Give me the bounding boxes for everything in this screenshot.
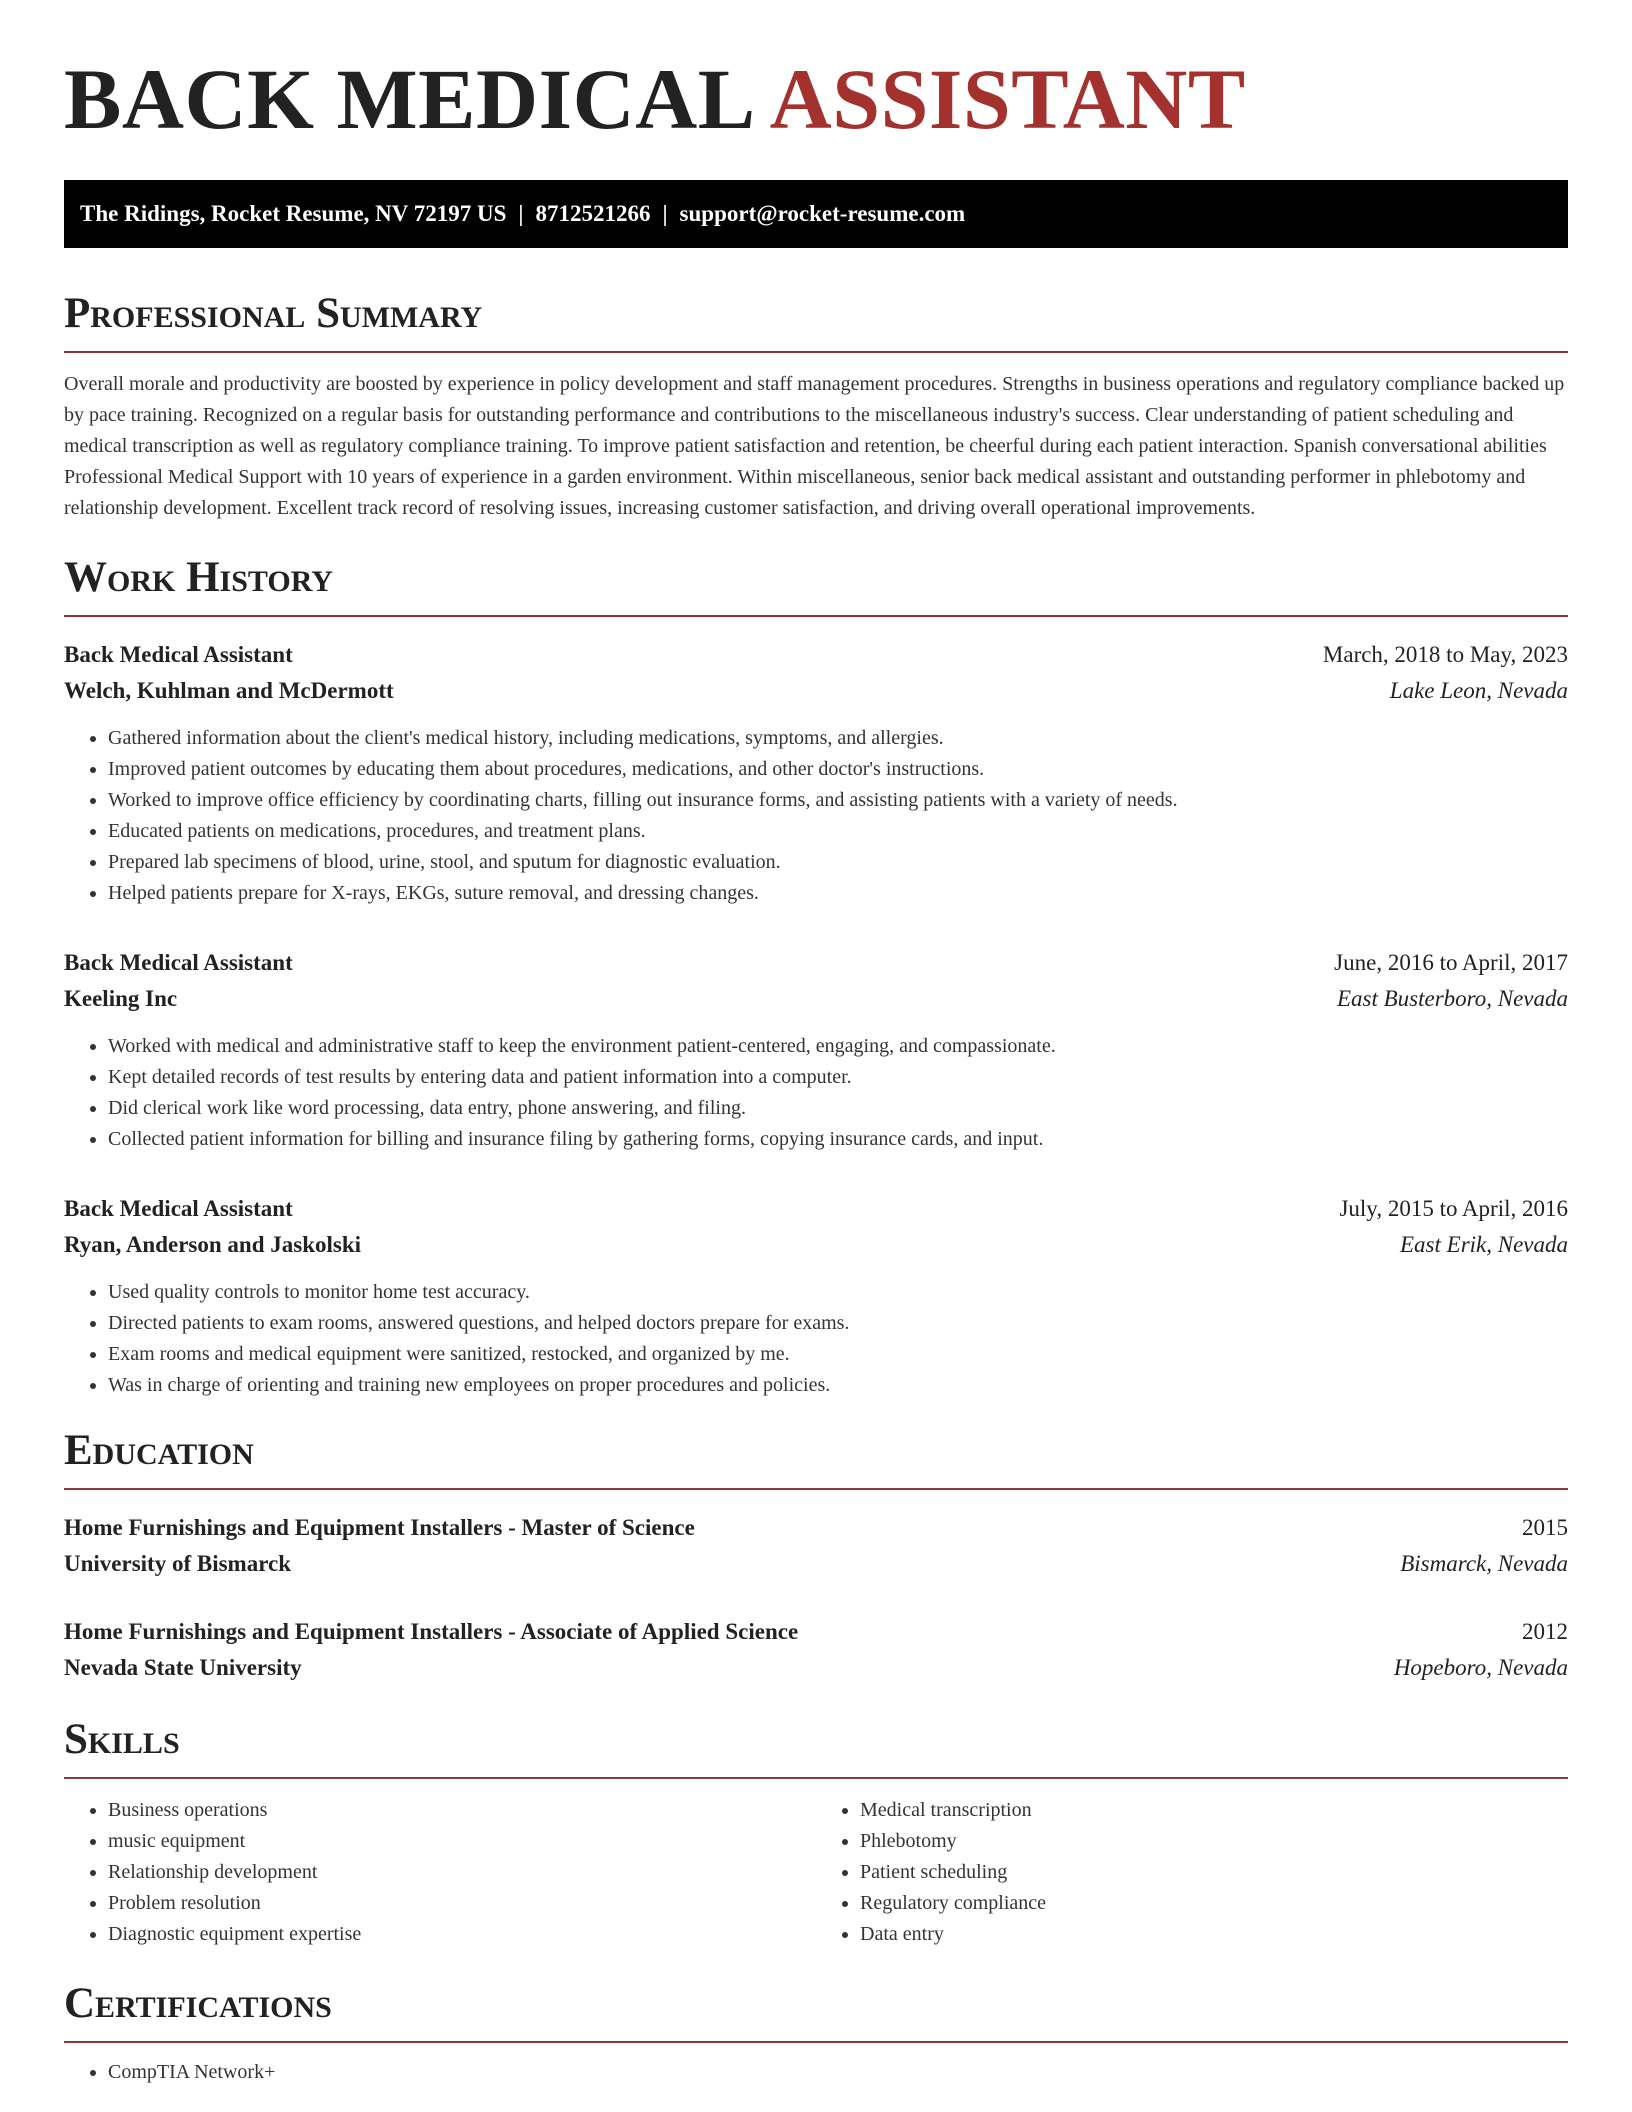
contact-phone[interactable]: 8712521266: [535, 201, 651, 226]
skill-item: • Phlebotomy: [860, 1826, 1568, 1857]
skill-item: • Business operations: [108, 1795, 816, 1826]
contact-email[interactable]: support@rocket-resume.com: [679, 201, 966, 226]
job-duty: • Gathered information about the client's medical history, including medications, symptoms, and allergies.: [108, 723, 1568, 754]
job-company: Welch, Kuhlman and McDermott: [64, 678, 394, 703]
summary-text: Overall morale and productivity are boosted by experience in policy development and staff management procedures. Strengths in business operations and regulatory compliance backed up by pace training. Recognized on a regular basis for outstanding performance and contributions to the miscellaneous industry's success. Clear understanding of patient scheduling and medical transcription as well as regulatory compliance training. To improve patient satisfaction and retention, be cheerful during each patient interaction. Spanish conversational abilities Professional Medical Support with 10 years of experience in a garden environment. Within miscellaneous, senior back medical assistant and outstanding performer in phlebotomy and relationship development. Excellent track record of resolving issues, increasing customer satisfaction, and driving overall operational improvements.: [64, 373, 1565, 519]
section-title-education: Education: [64, 1427, 254, 1474]
skill-item: • Relationship development: [108, 1857, 816, 1888]
job-header-row: [64, 1191, 1568, 1227]
contact-separator: |: [518, 201, 524, 226]
section-title-work-history: Work History: [64, 554, 333, 601]
education-location: Hopeboro, Nevada: [1393, 1655, 1568, 1680]
section-divider: [64, 351, 1568, 353]
job-entry: [64, 1191, 1568, 1401]
job-duty: • Used quality controls to monitor home test accuracy.: [108, 1277, 1568, 1308]
certifications-list: [64, 2057, 1568, 2088]
contact-separator: |: [662, 201, 668, 226]
job-position: Back Medical Assistant: [64, 642, 293, 667]
summary-section: [64, 292, 1568, 524]
education-year: 2012: [1522, 1619, 1568, 1644]
education-school-row: [64, 1650, 1568, 1686]
skill-item: • Diagnostic equipment expertise: [108, 1919, 816, 1950]
education-section: [64, 1429, 1568, 1686]
job-location: East Busterboro, Nevada: [1336, 986, 1568, 1011]
section-title-certifications: Certifications: [64, 1980, 332, 2027]
section-title-summary: Professional Summary: [64, 290, 483, 337]
skill-item: • Data entry: [860, 1919, 1568, 1950]
job-header-row: [64, 945, 1568, 981]
contact-bar: [64, 180, 1568, 248]
education-degree-row: [64, 1614, 1568, 1650]
job-entry: [64, 637, 1568, 909]
job-position: Back Medical Assistant: [64, 950, 293, 975]
job-duty: • Exam rooms and medical equipment were sanitized, restocked, and organized by me.: [108, 1339, 1568, 1370]
education-entry: [64, 1614, 1568, 1686]
education-degree-row: [64, 1510, 1568, 1546]
job-header-row: [64, 637, 1568, 673]
work-history-section: [64, 556, 1568, 1401]
job-duties-list: [64, 1277, 1568, 1401]
certification-item: • CompTIA Network+: [108, 2057, 1568, 2088]
job-duty: • Directed patients to exam rooms, answered questions, and helped doctors prepare for exams.: [108, 1308, 1568, 1339]
job-location: East Erik, Nevada: [1400, 1232, 1568, 1257]
skills-list-left: [64, 1795, 816, 1950]
education-degree: Home Furnishings and Equipment Installers - Master of Science: [64, 1515, 695, 1540]
job-position: Back Medical Assistant: [64, 1196, 293, 1221]
resume-name: [64, 51, 1568, 147]
job-location: Lake Leon, Nevada: [1389, 678, 1568, 703]
job-duty: • Improved patient outcomes by educating them about procedures, medications, and other doctor's instructions.: [108, 754, 1568, 785]
job-company-row: [64, 673, 1568, 709]
job-duties-list: [64, 1031, 1568, 1155]
skill-item: • Problem resolution: [108, 1888, 816, 1919]
section-divider: [64, 2041, 1568, 2043]
skill-item: • Medical transcription: [860, 1795, 1568, 1826]
job-duty: • Collected patient information for billing and insurance filing by gathering forms, copying insurance cards, and input.: [108, 1124, 1568, 1155]
name-first: BACK MEDICAL: [64, 51, 756, 147]
job-entry: [64, 945, 1568, 1155]
skill-item: • Patient scheduling: [860, 1857, 1568, 1888]
job-duties-list: [64, 723, 1568, 909]
section-divider: [64, 1777, 1568, 1779]
job-duty: • Educated patients on medications, procedures, and treatment plans.: [108, 816, 1568, 847]
job-dates: March, 2018 to May, 2023: [1322, 642, 1568, 667]
certifications-section: [64, 1982, 1568, 2088]
job-duty: • Prepared lab specimens of blood, urine, stool, and sputum for diagnostic evaluation.: [108, 847, 1568, 878]
education-school: University of Bismarck: [64, 1551, 292, 1576]
job-company: Ryan, Anderson and Jaskolski: [64, 1232, 362, 1257]
job-dates: June, 2016 to April, 2017: [1334, 950, 1568, 975]
skill-item: • Regulatory compliance: [860, 1888, 1568, 1919]
job-duty: • Kept detailed records of test results by entering data and patient information into a computer.: [108, 1062, 1568, 1093]
job-duty: • Did clerical work like word processing, data entry, phone answering, and filing.: [108, 1093, 1568, 1124]
job-dates: July, 2015 to April, 2016: [1339, 1196, 1568, 1221]
education-year: 2015: [1522, 1515, 1568, 1540]
section-title-skills: Skills: [64, 1716, 180, 1763]
education-school: Nevada State University: [64, 1655, 302, 1680]
job-duty: • Was in charge of orienting and training new employees on proper procedures and policies.: [108, 1370, 1568, 1401]
skills-grid: [64, 1795, 1568, 1950]
education-entry: [64, 1510, 1568, 1582]
name-last: ASSISTANT: [769, 51, 1246, 147]
skills-list-right: [816, 1795, 1568, 1950]
job-duty: • Helped patients prepare for X-rays, EKGs, suture removal, and dressing changes.: [108, 878, 1568, 909]
section-divider: [64, 1488, 1568, 1490]
job-company-row: [64, 1227, 1568, 1263]
section-divider: [64, 615, 1568, 617]
job-duty: • Worked to improve office efficiency by coordinating charts, filling out insurance forms, and assisting patients with a variety of needs.: [108, 785, 1568, 816]
job-company: Keeling Inc: [64, 986, 178, 1011]
job-company-row: [64, 981, 1568, 1017]
education-school-row: [64, 1546, 1568, 1582]
education-degree: Home Furnishings and Equipment Installers - Associate of Applied Science: [64, 1619, 799, 1644]
job-duty: • Worked with medical and administrative staff to keep the environment patient-centered, engaging, and compassionate.: [108, 1031, 1568, 1062]
education-location: Bismarck, Nevada: [1400, 1551, 1568, 1576]
skill-item: • music equipment: [108, 1826, 816, 1857]
skills-section: [64, 1718, 1568, 1950]
contact-address: The Ridings, Rocket Resume, NV 72197 US: [80, 201, 507, 226]
